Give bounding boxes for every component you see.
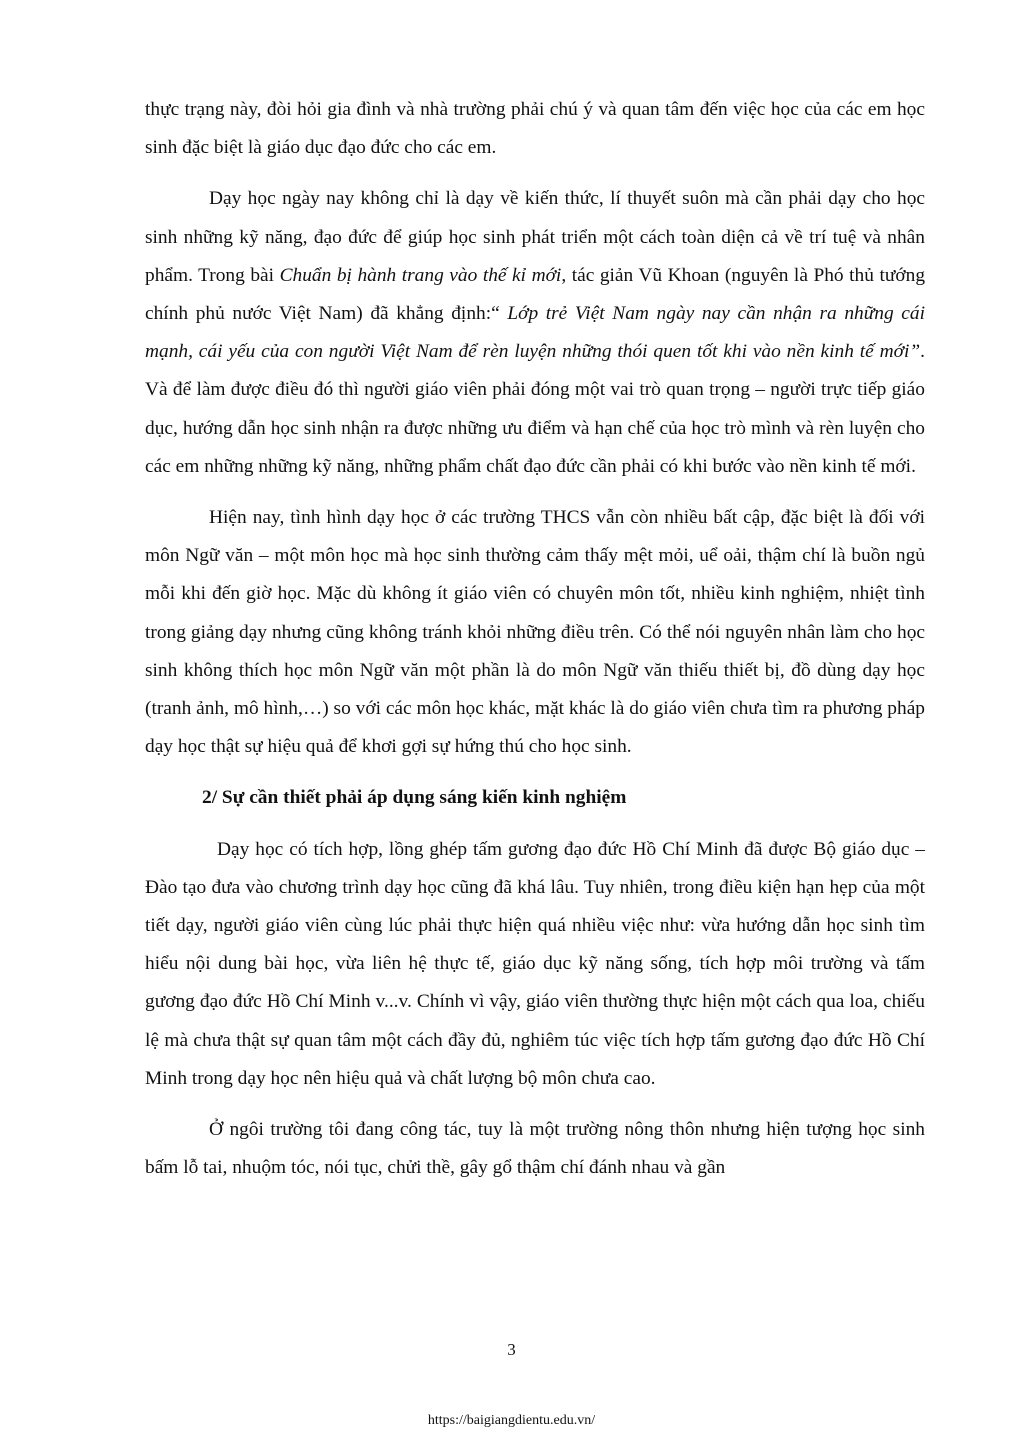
page-body bbox=[145, 91, 925, 1187]
paragraph-text: thực trạng này, đòi hỏi gia đình và nhà trường phải chú ý và quan tâm đến việc học của các em học sinh đặc biệt là giáo dục đạo đức cho các em. bbox=[145, 99, 925, 159]
paragraph-integration: Dạy học có tích hợp, lồng ghép tấm gương đạo đức Hồ Chí Minh đã được Bộ giáo dục – Đào tạo đưa vào chương trình dạy học cũng đã khá lâu. Tuy nhiên, trong điều kiện hạn hẹp của một tiết dạy, người giáo viên cùng lúc phải thực hiện quá nhiều việc như: vừa hướng dẫn học sinh tìm hiểu nội dung bài học, vừa liên hệ thực tế, giáo dục kỹ năng sống, tích hợp môi trường và tấm gương đạo đức Hồ Chí Minh v...v. Chính vì vậy, giáo viên thường thực hiện một cách qua loa, chiếu lệ mà chưa thật sự quan tâm một cách đầy đủ, nghiêm túc việc tích hợp tấm gương đạo đức Hồ Chí Minh trong dạy học nên hiệu quả và chất lượng bộ môn chưa cao. bbox=[145, 838, 925, 1089]
paragraph-school: Ở ngôi trường tôi đang công tác, tuy là một trường nông thôn nhưng hiện tượng học sinh bấm lỗ tai, nhuộm tóc, nói tục, chửi thề, gây gổ thậm chí đánh nhau và gần bbox=[145, 1119, 925, 1179]
footer-url: https://baigiangdientu.edu.vn/ bbox=[427, 1413, 596, 1428]
paragraph-text: . Và để làm được điều đó thì người giáo viên phải đóng một vai trò quan trọng – người trực tiếp giáo dục, hướng dẫn học sinh nhận ra được những ưu điểm và hạn chế của học trò mình và rèn luyện cho các em những những kỹ năng, những phẩm chất đạo đức cần phải có khi bước vào nền kinh tế mới. bbox=[145, 341, 925, 477]
paragraph-text: , tác giản Vũ Khoan (nguyên là Phó thủ tướng chính phủ nước Việt Nam) đã khẳng định:“ bbox=[145, 264, 926, 325]
paragraph-current-situation bbox=[145, 499, 925, 766]
paragraph-continuation bbox=[145, 91, 925, 167]
book-title-italic: Chuẩn bị hành trang vào thế kỉ mới bbox=[279, 264, 562, 286]
section-heading: 2/ Sự cần thiết phải áp dụng sáng kiến kinh nghiệm bbox=[202, 787, 627, 809]
paragraph-text: Hiện nay, tình hình dạy học ở các trường THCS vẫn còn nhiều bất cập, đặc biệt là đối với môn Ngữ văn – một môn học mà học sinh thường cảm thấy mệt mỏi, uể oải, thậm chí là buồn ngủ mỗi khi đến giờ học. Mặc dù không ít giáo viên có chuyên môn tốt, nhiều kinh nghiệm, nhiệt tình trong giảng dạy nhưng cũng không tránh khỏi những điều trên. Có thể nói nguyên nhân làm cho học sinh không thích học môn Ngữ văn một phần là do môn Ngữ văn thiếu thiết bị, đồ dùng dạy học (tranh ảnh, mô hình,…) so với các môn học khác, mặt khác là do giáo viên chưa tìm ra phương pháp dạy học thật sự hiệu quả để khơi gợi sự hứng thú cho học sinh. bbox=[145, 507, 925, 758]
paragraph-text: Dạy học ngày nay không chỉ là dạy về kiến thức, lí thuyết suôn mà cần phải dạy cho học sinh những kỹ năng, đạo đức để giúp học sinh phát triển một cách toàn diện cả về trí tuệ và nhân phẩm. Trong bài bbox=[145, 188, 925, 286]
page-number: 3 bbox=[507, 1340, 516, 1359]
paragraph-teaching-today bbox=[145, 180, 925, 486]
quotation-italic: Lớp trẻ Việt Nam ngày nay cần nhận ra những cái mạnh, cái yếu của con người Việt Nam để rèn luyện những thói quen tốt khi vào nền kinh tế mới” bbox=[145, 303, 925, 363]
